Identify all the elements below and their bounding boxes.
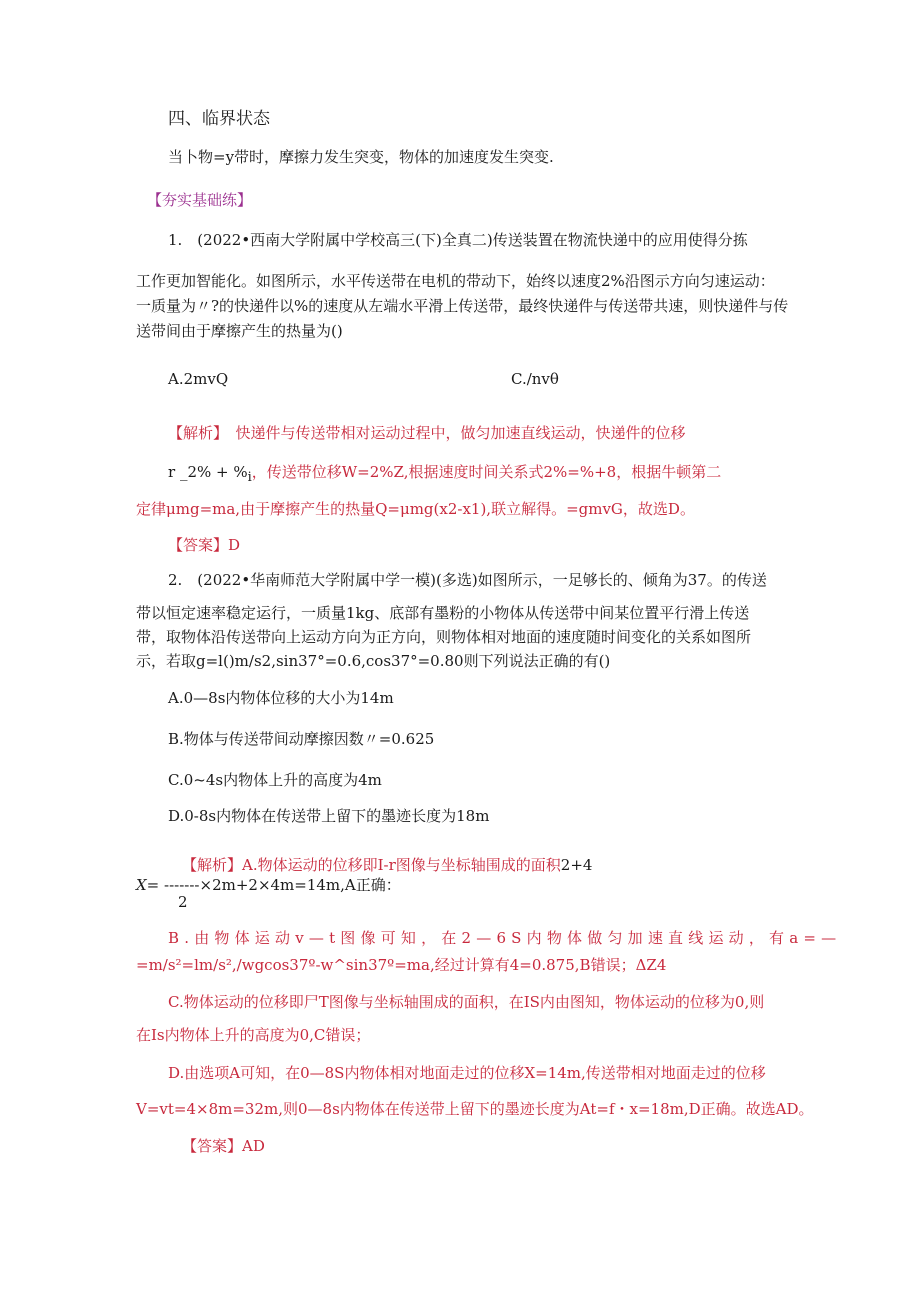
q2-option-d: D.0-8s内物体在传送带上留下的墨迹长度为18m [168,807,490,825]
q2-analysis-label: 【解析】 [182,856,243,874]
q1-line-4: 送带间由于摩擦产生的热量为() [136,322,343,340]
q2-analysis-denominator: 2 [178,893,188,911]
q2-option-c: C.0~4s内物体上升的高度为4m [168,771,382,789]
q1-line-3: 一质量为〃?的快递件以%的速度从左端水平滑上传送带，最终快递件与传送带共速，则快递件与传 [136,297,789,315]
q1-option-c: C./nvθ [511,370,559,388]
q2-line-4: 示，若取g=l()m/s2,sin37°=0.6,cos37°=0.80则下列说法正确的有() [136,652,611,670]
q2-analysis-text-a: A.物体运动的位移即I-r图像与坐标轴围成的面积 [242,856,561,874]
q2-analysis-x: X= [136,876,160,894]
q2-answer: 【答案】AD [182,1137,265,1155]
q1-analysis-line-3: 定律μmg=ma,由于摩擦产生的热量Q=μmg(x2-x1),联立解得。=gmvG，故选D。 [136,500,695,518]
q2-line-1: 2. (2022•华南师范大学附属中学一模)(多选)如图所示，一足够长的、倾角为37。的传送 [168,571,767,589]
q2-analysis-line-c2: 在Is内物体上升的高度为0,C错误； [136,1026,371,1044]
q2-analysis-line-c1: C.物体运动的位移即尸T图像与坐标轴围成的面积，在IS内由图知，物体运动的位移为0,则 [168,993,765,1011]
q2-analysis-line-b1: B.由物体运动v—t图像可知，在2—6S内物体做匀加速直线运动，有a=— [168,929,842,947]
q1-option-a: A.2mvQ [168,370,229,388]
q2-analysis-formula: -------×2m+2×4m=14m,A正确： [159,876,401,894]
q1-analysis-label: 【解析】 [168,424,221,442]
q2-line-3: 带，取物体沿传送带向上运动方向为正方向，则物体相对地面的速度随时间变化的关系如图所 [136,628,752,646]
q1-analysis-formula: r _2% + % [168,463,248,481]
q2-analysis-line-2 [136,875,401,895]
q1-answer: 【答案】D [168,536,241,554]
q2-line-2: 带以恒定速率稳定运行，一质量1kg、底部有墨粉的小物体从传送带中间某位置平行滑上传送 [136,604,750,622]
q1-analysis-subscript: i [247,470,252,485]
q2-analysis-line-b2: =m/s²=lm/s²,/wgcos37º-w^sin37º=ma,经过计算有4=0.875,B错误；ΔZ4 [136,956,667,974]
q2-analysis-line-1 [182,855,592,875]
q2-option-b: B.物体与传送带间动摩擦因数〃=0.625 [168,730,435,748]
q1-analysis-text: 快递件与传送带相对运动过程中，做匀加速直线运动，快递件的位移 [235,424,686,442]
q1-analysis-line-1 [168,423,686,443]
q1-line-2: 工作更加智能化。如图所示，水平传送带在电机的带动下，始终以速度2%沿图示方向匀速运动： [136,272,775,290]
q2-analysis-line-d2: V=vt=4×8m=32m,则0—8s内物体在传送带上留下的墨迹长度为At=f・x=18m,D正确。故选AD。 [136,1100,814,1118]
q1-line-1: 1. (2022•西南大学附属中学校高三(下)全真二)传送装置在物流快递中的应用使得分拣 [168,231,748,249]
practice-tag: 【夯实基础练】 [147,191,253,209]
section-title: 四、临界状态 [168,109,270,129]
q2-analysis-fraction: 2+4 [560,856,593,874]
q2-option-a: A.0—8s内物体位移的大小为14m [168,689,394,707]
q1-analysis-rest: ，传送带位移W=2%Z,根据速度时间关系式2%=%+8，根据牛顿第二 [251,463,722,481]
q2-analysis-line-d1: D.由选项A可知，在0—8S内物体相对地面走过的位移X=14m,传送带相对地面走过的位移 [168,1064,766,1082]
intro-text: 当卜物=y带时，摩擦力发生突变，物体的加速度发生突变. [168,148,554,166]
q1-analysis-line-2 [168,462,721,484]
